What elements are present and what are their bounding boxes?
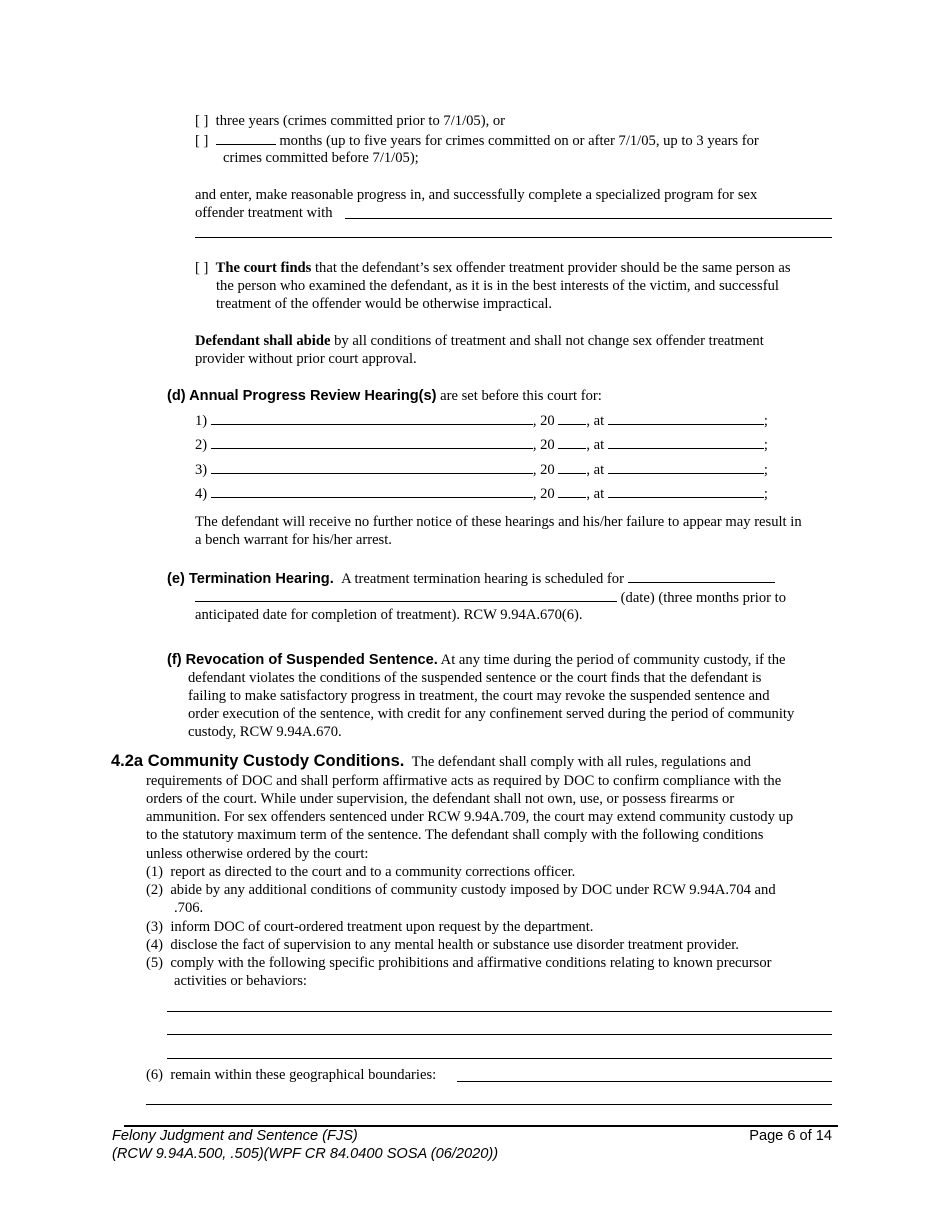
enter-para-line1: and enter, make reasonable progress in, and successfully complete a specialized program for sex	[195, 187, 758, 203]
section-42a-line4: ammunition. For sex offenders sentenced under RCW 9.94A.709, the court may extend community custody up	[146, 809, 794, 825]
option-months	[195, 131, 759, 150]
section-e-heading: (e) Termination Hearing.	[167, 571, 334, 587]
section-42a-line5: to the statutory maximum term of the sentence. The defendant shall comply with the following conditions	[146, 827, 764, 843]
condition-item	[146, 936, 739, 954]
hearing-year-blank[interactable]	[558, 460, 586, 474]
section-e-text: A treatment termination hearing is scheduled for	[341, 571, 624, 587]
section-f-line2: defendant violates the conditions of the suspended sentence or the court finds that the defendant is	[188, 670, 762, 686]
hearing-at: , at	[586, 437, 605, 453]
checkbox-months[interactable]: [ ]	[195, 133, 209, 149]
footer-page-number: Page 6 of 14	[749, 1128, 832, 1144]
termination-date-blank-2[interactable]	[195, 588, 617, 602]
condition-text: abide by any additional conditions of community custody imposed by DOC under RCW 9.94A.704 and	[170, 882, 776, 898]
court-finds-bold: The court finds	[215, 260, 312, 276]
hearing-year-blank[interactable]	[558, 411, 586, 425]
section-d-heading-line	[167, 387, 602, 405]
section-f-line3: failing to make satisfactory progress in treatment, the court may revoke the suspended sentence and	[188, 688, 770, 704]
months-blank[interactable]	[216, 131, 276, 145]
section-42a-line2: requirements of DOC and shall perform affirmative acts as required by DOC to confirm compliance with the	[146, 773, 782, 789]
section-e-date-note: (date) (three months prior to	[620, 590, 786, 606]
boundaries-blank-2[interactable]	[146, 1104, 832, 1105]
section-42a-line1	[111, 752, 751, 771]
condition-num: (3)	[146, 919, 164, 935]
condition-num: (2)	[146, 882, 164, 898]
checkbox-three-years[interactable]: [ ]	[195, 113, 209, 129]
condition-num: (5)	[146, 955, 164, 971]
hearing-date-blank[interactable]	[211, 411, 533, 425]
abide-line1	[195, 332, 764, 350]
hearing-at: , at	[586, 462, 605, 478]
hearing-date-blank[interactable]	[211, 435, 533, 449]
condition-num: (1)	[146, 864, 164, 880]
section-d-heading: (d) Annual Progress Review Hearing(s)	[167, 388, 437, 404]
hearing-at: , at	[586, 486, 605, 502]
section-f-line1	[167, 651, 785, 669]
boundaries-blank[interactable]	[457, 1081, 832, 1082]
condition-text-cont: .706.	[174, 900, 204, 916]
precursor-blank-3[interactable]	[167, 1058, 832, 1059]
hearing-num: 3)	[195, 462, 208, 478]
abide-text: by all conditions of treatment and shall not change sex offender treatment	[330, 333, 764, 349]
notice-line2: a bench warrant for his/her arrest.	[195, 532, 392, 548]
court-finds-line2: the person who examined the defendant, as it is in the best interests of the victim, and successful	[216, 278, 779, 294]
hearing-year-prefix: , 20	[532, 462, 555, 478]
checkbox-court-finds[interactable]: [ ]	[195, 260, 209, 276]
hearing-end: ;	[763, 413, 768, 429]
condition-item	[146, 881, 776, 899]
option-three-years-text: three years (crimes committed prior to 7/1/05), or	[215, 113, 506, 129]
section-f-line4: order execution of the sentence, with credit for any confinement served during the period of community	[188, 706, 795, 722]
hearing-time-blank[interactable]	[608, 435, 764, 449]
abide-line2: provider without prior court approval.	[195, 351, 417, 367]
option-three-years	[195, 112, 505, 130]
enter-para-line2: offender treatment with	[195, 205, 333, 221]
section-f-line5: custody, RCW 9.94A.670.	[188, 724, 342, 740]
hearing-row-1	[195, 411, 768, 430]
section-d-rest: are set before this court for:	[436, 388, 602, 404]
hearing-year-blank[interactable]	[558, 435, 586, 449]
hearing-num: 1)	[195, 413, 208, 429]
termination-date-blank[interactable]	[628, 569, 775, 583]
condition-item	[146, 954, 772, 972]
condition-text: disclose the fact of supervision to any mental health or substance use disorder treatment provider.	[170, 937, 739, 953]
section-f-heading: (f) Revocation of Suspended Sentence.	[167, 652, 438, 668]
section-42a-text: The defendant shall comply with all rules, regulations and	[411, 754, 751, 770]
hearing-year-blank[interactable]	[558, 484, 586, 498]
condition-num: (4)	[146, 937, 164, 953]
condition-item	[146, 863, 575, 881]
hearing-row-3	[195, 460, 768, 479]
hearing-end: ;	[763, 486, 768, 502]
option-months-text-2: crimes committed before 7/1/05);	[223, 150, 419, 166]
treatment-provider-blank-2[interactable]	[195, 237, 832, 238]
section-42a-heading: 4.2a Community Custody Conditions.	[111, 752, 405, 770]
section-e-line1	[167, 569, 775, 588]
condition-item	[146, 918, 593, 936]
hearing-num: 2)	[195, 437, 208, 453]
option-months-text: months (up to five years for crimes committed on or after 7/1/05, up to 3 years for	[279, 133, 759, 149]
hearing-time-blank[interactable]	[608, 411, 764, 425]
precursor-blank-1[interactable]	[167, 1011, 832, 1012]
treatment-provider-blank[interactable]	[345, 218, 832, 219]
hearing-end: ;	[763, 437, 768, 453]
condition-text: report as directed to the court and to a community corrections officer.	[170, 864, 576, 880]
hearing-num: 4)	[195, 486, 208, 502]
condition-text: comply with the following specific prohibitions and affirmative conditions relating to known precursor	[170, 955, 772, 971]
footer-citation: (RCW 9.94A.500, .505)(WPF CR 84.0400 SOSA (06/2020))	[112, 1146, 499, 1162]
section-e-line2	[195, 588, 786, 607]
hearing-year-prefix: , 20	[532, 413, 555, 429]
hearing-date-blank[interactable]	[211, 484, 533, 498]
condition-text-cont: activities or behaviors:	[174, 973, 307, 989]
hearing-time-blank[interactable]	[608, 484, 764, 498]
condition-text: inform DOC of court-ordered treatment upon request by the department.	[170, 919, 594, 935]
precursor-blank-2[interactable]	[167, 1034, 832, 1035]
hearing-row-4	[195, 484, 768, 503]
condition-text: remain within these geographical boundaries:	[170, 1067, 437, 1083]
hearing-end: ;	[763, 462, 768, 478]
hearing-time-blank[interactable]	[608, 460, 764, 474]
hearing-row-2	[195, 435, 768, 454]
footer-title: Felony Judgment and Sentence (FJS)	[112, 1128, 358, 1144]
hearing-at: , at	[586, 413, 605, 429]
notice-line1: The defendant will receive no further notice of these hearings and his/her failure to appear may result in	[195, 514, 802, 530]
court-finds-text: that the defendant’s sex offender treatment provider should be the same person as	[311, 260, 791, 276]
hearing-year-prefix: , 20	[532, 486, 555, 502]
hearing-year-prefix: , 20	[532, 437, 555, 453]
abide-bold: Defendant shall abide	[195, 333, 331, 349]
condition-num: (6)	[146, 1067, 164, 1083]
court-finds-line1	[195, 259, 791, 277]
section-f-text: At any time during the period of community custody, if the	[437, 652, 786, 668]
section-e-line3: anticipated date for completion of treatment). RCW 9.94A.670(6).	[195, 607, 583, 623]
condition-item	[146, 1066, 436, 1084]
section-42a-line6: unless otherwise ordered by the court:	[146, 846, 369, 862]
section-42a-line3: orders of the court. While under supervision, the defendant shall not own, use, or possess firearms or	[146, 791, 735, 807]
hearing-date-blank[interactable]	[211, 460, 533, 474]
court-finds-line3: treatment of the offender would be otherwise impractical.	[216, 296, 553, 312]
